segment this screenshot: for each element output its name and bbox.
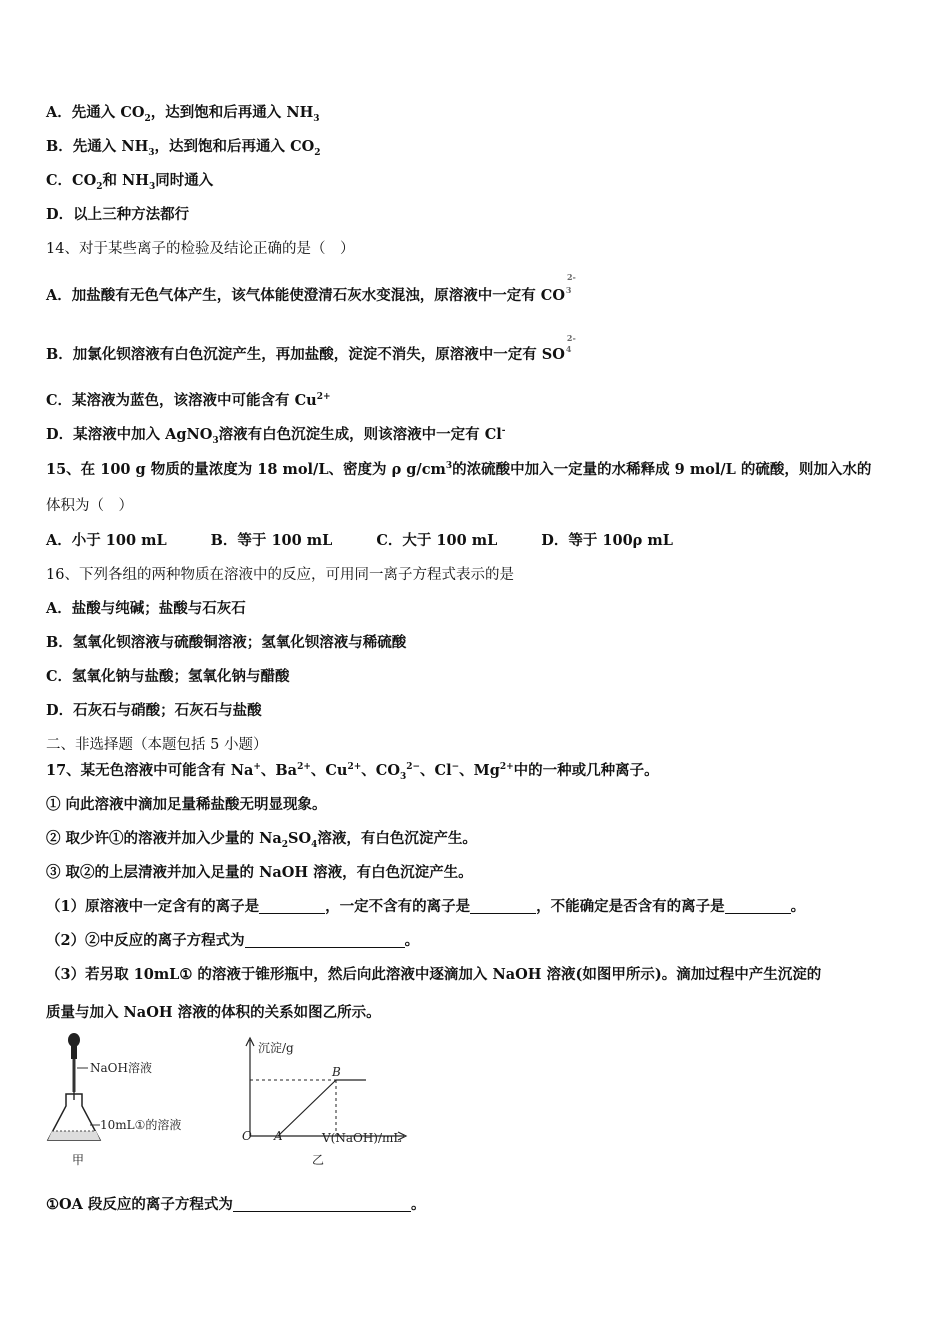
answer-blank[interactable]	[470, 899, 536, 914]
rising-line-ab	[278, 1080, 336, 1136]
q17-stem: 17、某无色溶液中可能含有 Na+、$Ba^{2+}$、$Cu^{2+}$、$CO_3^{2-}$、Cl−、$Mg^{2+}$中的一种或几种离子。	[46, 762, 659, 782]
answer-blank[interactable]	[259, 899, 325, 914]
q16-option-c: C．氢氧化钠与盐酸；氢氧化钠与醋酸	[46, 668, 290, 685]
origin-label: O	[242, 1129, 252, 1143]
q15-stem: 15、在 100 g 物质的量浓度为 18 mol/L、密度为 ρ $g/cm^3$的浓硫酸中加入一定量的水稀释成 9 mol/L 的硫酸，则加入水的	[46, 461, 872, 478]
figure-jia	[44, 1030, 214, 1170]
q16-option-b: B．氢氧化钡溶液与硫酸铜溶液；氢氧化钡溶液与稀硫酸	[46, 634, 407, 651]
q17-sub-1: ①OA 段反应的离子方程式为 。	[46, 1196, 426, 1213]
answer-blank[interactable]	[233, 1197, 411, 1212]
q14-option-a: A．加盐酸有无色气体产生，该气体能使澄清石灰水变混浊，原溶液中一定有 CO$^{2-3}$	[46, 272, 576, 304]
x-axis-label: V(NaOH)/mL	[322, 1131, 402, 1145]
caption-jia: 甲	[72, 1153, 85, 1167]
y-axis-label: 沉淀/g	[258, 1041, 294, 1055]
conical-flask-icon	[48, 1094, 100, 1140]
caption-yi: 乙	[312, 1153, 325, 1167]
q13-option-c: C．$CO_2$和 $NH_3$同时通入	[46, 172, 214, 192]
q16-option-d: D．石灰石与硝酸；石灰石与盐酸	[46, 702, 262, 719]
q14-stem: 14、对于某些离子的检验及结论正确的是（ ）	[46, 241, 355, 257]
q17-step-2: ② 取少许①的溶液并加入少量的 $Na_2SO_4$溶液，有白色沉淀产生。	[46, 830, 477, 850]
q16-stem: 16、下列各组的两种物质在溶液中的反应，可用同一离子方程式表示的是	[46, 567, 514, 583]
point-b-label: B	[332, 1065, 341, 1079]
q13-option-d: D．以上三种方法都行	[46, 206, 190, 223]
q16-option-a: A．盐酸与纯碱；盐酸与石灰石	[46, 600, 246, 617]
figure-yi-chart	[236, 1034, 416, 1174]
q15-option-b: B．等于 100 mL	[210, 532, 333, 549]
q17-step-3: ③ 取②的上层清液并加入足量的 NaOH 溶液，有白色沉淀产生。	[46, 864, 473, 881]
answer-blank[interactable]	[725, 899, 791, 914]
q17-part-2: （2）②中反应的离子方程式为 。	[46, 932, 420, 949]
q15-options	[46, 532, 717, 550]
dropper-icon	[68, 1033, 80, 1100]
q17-part-3-line2: 质量与加入 NaOH 溶液的体积的关系如图乙所示。	[46, 1004, 381, 1021]
q17-part-3-line1: （3）若另取 10mL① 的溶液于锥形瓶中，然后向此溶液中逐滴加入 NaOH 溶液(如图甲所示)。滴加过程中产生沉淀的	[46, 966, 822, 983]
q15-option-c: C．大于 100 mL	[376, 532, 498, 549]
q15-stem-line2: 体积为（ ）	[46, 498, 133, 514]
q15-option-a: A．小于 100 mL	[46, 532, 167, 549]
q17-part-1: （1）原溶液中一定含有的离子是 ，一定不含有的离子是 ，不能确定是否含有的离子是 。	[46, 898, 806, 915]
section-heading: 二、非选择题（本题包括 5 小题）	[46, 737, 268, 753]
label-naoh-solution: NaOH溶液	[90, 1061, 152, 1075]
q13-option-b: B．先通入 $NH_3$，达到饱和后再通入 $CO_2$	[46, 138, 321, 158]
q14-option-c: C．某溶液为蓝色，该溶液中可能含有 $Cu^{2+}$	[46, 392, 331, 409]
q14-option-d: D．某溶液中加入 AgNO$_3$溶液有白色沉淀生成，则该溶液中一定有 Cl-	[46, 426, 506, 446]
label-flask-solution: 10mL①的溶液	[100, 1118, 182, 1132]
q15-option-d: D．等于 100ρ mL	[541, 532, 673, 549]
q14-option-b: B．加氯化钡溶液有白色沉淀产生，再加盐酸，淀淀不消失，原溶液中一定有 SO$^{2-4}$	[46, 333, 576, 363]
q17-step-1: ① 向此溶液中滴加足量稀盐酸无明显现象。	[46, 796, 327, 813]
q13-option-a: A．先通入 $CO_2$，达到饱和后再通入 $NH_3$	[46, 104, 320, 124]
point-a-label: A	[274, 1129, 283, 1143]
answer-blank[interactable]	[245, 933, 405, 948]
